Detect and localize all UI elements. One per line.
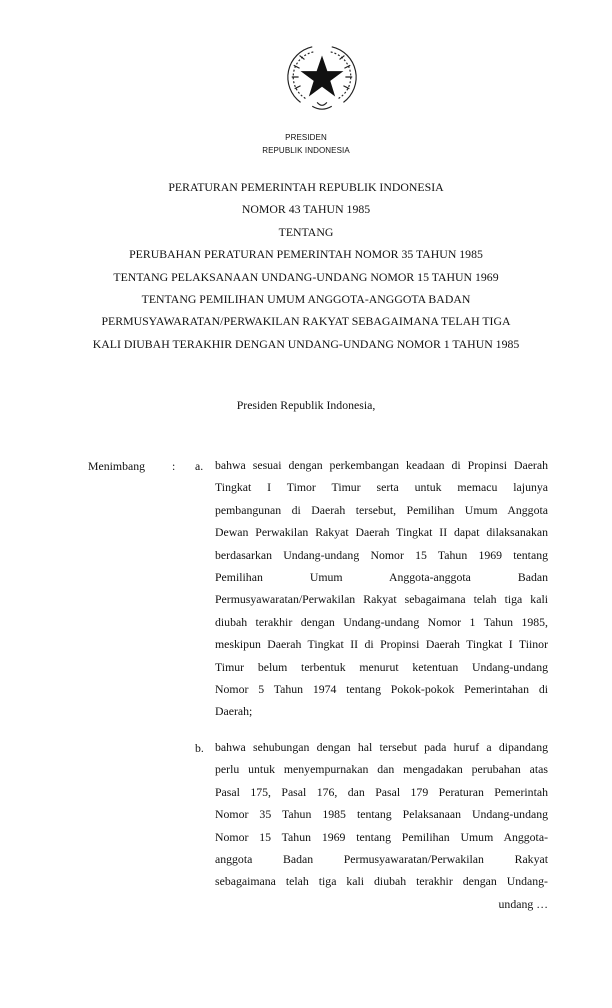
title-line: NOMOR 43 TAHUN 1985 xyxy=(241,202,371,217)
text-line: Timur belum terbentuk menurut ketentuan Undang-undang xyxy=(215,659,548,674)
title-line: TENTANG xyxy=(278,224,334,239)
title-line: TENTANG PELAKSANAAN UNDANG-UNDANG NOMOR 15 TAHUN 1969 xyxy=(113,269,499,284)
text-line: pembangunan di Daerah tersebut, Pemilihan Umum Anggota xyxy=(215,502,548,517)
title-line: PERATURAN PEMERINTAH REPUBLIK INDONESIA xyxy=(168,180,444,194)
text-line: bahwa sehubungan dengan hal tersebut pada huruf a dipandang xyxy=(215,740,548,754)
text-line: Nomor 5 Tahun 1974 tentang Pokok-pokok Pemerintahan di xyxy=(215,681,548,696)
text-line: meskipun Daerah Tingkat II di Propinsi Daerah Tingkat I Tiinor xyxy=(215,637,548,652)
menimbang-label: Menimbang xyxy=(88,459,146,473)
text-line: sebagaimana telah tiga kali diubah terakhir dengan Undang- xyxy=(215,874,548,889)
text-line: bahwa sesuai dengan perkembangan keadaan di Propinsi Daerah xyxy=(215,458,548,472)
text-line: Permusyawaratan/Perwakilan Rakyat sebagaimana telah tiga kali xyxy=(215,592,548,607)
title-line: PERMUSYAWARATAN/PERWAKILAN RAKYAT SEBAGAIMANA TELAH TIGA xyxy=(101,314,511,329)
greeting: Presiden Republik Indonesia, xyxy=(236,398,376,412)
item-a-text xyxy=(215,454,548,723)
title-line: PERUBAHAN PERATURAN PEMERINTAH NOMOR 35 TAHUN 1985 xyxy=(129,247,483,262)
menimbang-colon: : xyxy=(172,459,176,473)
header-presiden: PRESIDEN xyxy=(285,133,327,142)
text-line: diubah terakhir dengan Undang-undang Nomor 1 Tahun 1985, xyxy=(215,614,548,629)
header-republik-indonesia: REPUBLIK INDONESIA xyxy=(262,146,350,155)
text-line: perlu untuk menyempurnakan dan mengadakan perubahan atas xyxy=(215,762,548,777)
text-line: anggota Badan Permusyawaratan/Perwakilan Rakyat xyxy=(215,851,548,866)
item-b-marker: b. xyxy=(195,741,204,755)
page-continuation: undang … xyxy=(498,896,548,911)
item-b-text xyxy=(215,736,548,915)
text-line: Dewan Perwakilan Rakyat Daerah Tingkat II dapat dilaksanakan xyxy=(215,525,548,540)
title-line: KALI DIUBAH TERAKHIR DENGAN UNDANG-UNDANG NOMOR 1 TAHUN 1985 xyxy=(92,336,520,351)
text-line: berdasarkan Undang-undang Nomor 15 Tahun 1969 tentang xyxy=(215,547,548,562)
text-line: Daerah; xyxy=(215,704,253,719)
item-a-marker: a. xyxy=(195,459,204,473)
text-line: Nomor 15 Tahun 1969 tentang Pemilihan Umum Anggota- xyxy=(215,829,548,844)
garuda-star-emblem-icon xyxy=(283,38,361,116)
document-title xyxy=(0,176,612,355)
text-line: Tingkat I Timor Timur serta untuk memacu lajunya xyxy=(215,480,548,495)
text-line: Nomor 35 Tahun 1985 tentang Pelaksanaan Undang-undang xyxy=(215,807,548,822)
text-line: Pemilihan Umum Anggota-anggota Badan xyxy=(215,569,548,584)
text-line: Pasal 175, Pasal 176, dan Pasal 179 Peraturan Pemerintah xyxy=(215,784,548,799)
title-line: TENTANG PEMILIHAN UMUM ANGGOTA-ANGGOTA BADAN xyxy=(141,292,471,307)
